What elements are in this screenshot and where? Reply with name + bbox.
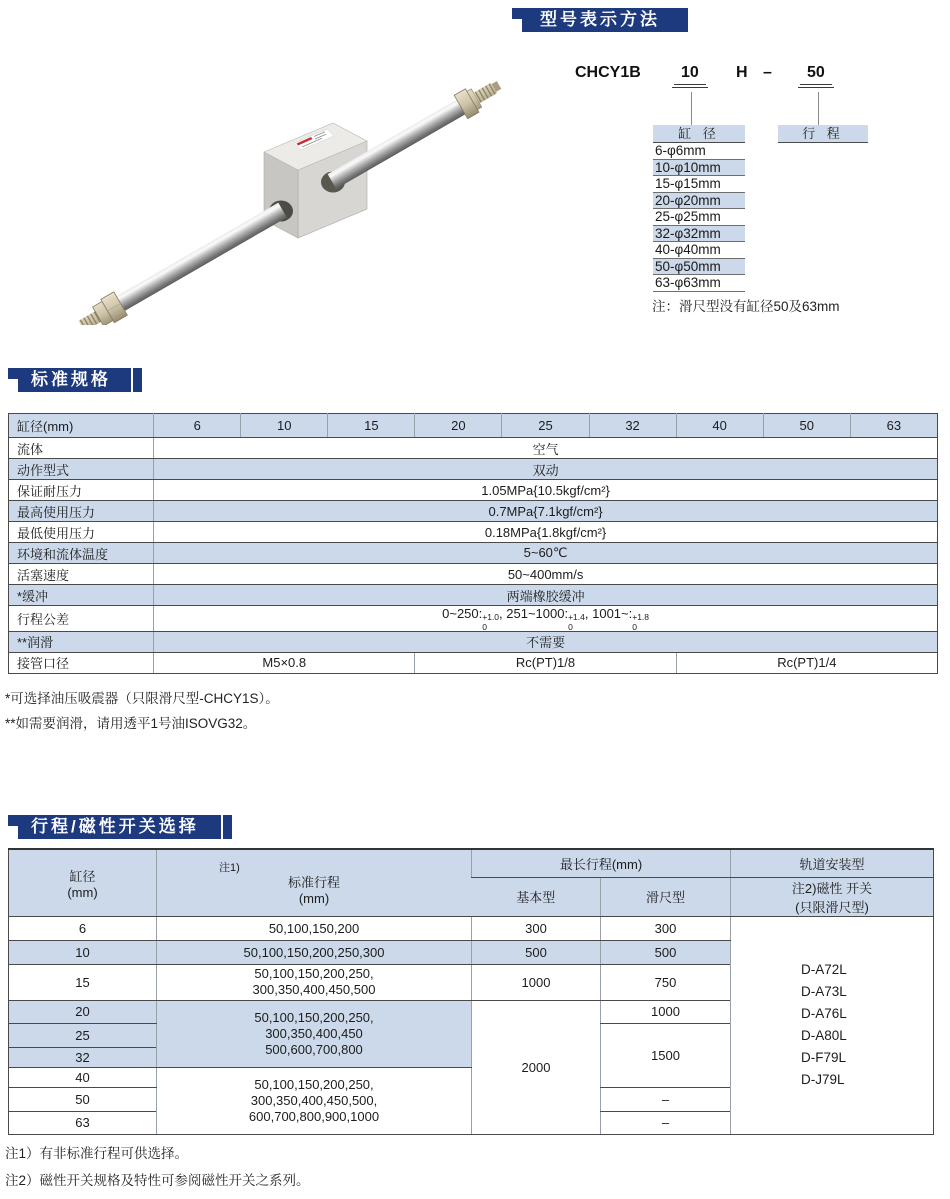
standard-specs-table bbox=[8, 413, 938, 674]
bore-panel-header: 缸 径 bbox=[653, 125, 745, 143]
bore-size: 50 bbox=[763, 414, 850, 438]
spec-row-piston-speed: 活塞速度 50~400mm/s bbox=[9, 564, 938, 585]
port-size-large: Rc(PT)1/4 bbox=[676, 652, 937, 673]
spec-footnote-1: *可选择油压吸震器（只限滑尺型-CHCY1S）。 bbox=[5, 691, 279, 706]
bore-size: 20 bbox=[415, 414, 502, 438]
bore-option: 32-φ32mm bbox=[653, 226, 745, 243]
spec-row-port-size: 接管口径 M5×0.8 Rc(PT)1/8 Rc(PT)1/4 bbox=[9, 652, 938, 673]
spec-header-bore-label: 缸径(mm) bbox=[9, 414, 154, 438]
std-stroke-40-63: 50,100,150,200,250, 300,350,400,450,500, 600,700,800,900,1000 bbox=[157, 1067, 472, 1134]
spec-footnotes bbox=[5, 686, 279, 736]
std-stroke-15: 50,100,150,200,250, 300,350,400,450,500 bbox=[157, 964, 472, 1000]
header-slide-type: 滑尺型 bbox=[601, 877, 731, 916]
section-title-model-designation: 型号表示方法 bbox=[512, 8, 688, 32]
bore-option: 40-φ40mm bbox=[653, 242, 745, 259]
section-title-stroke-switch: 行程/磁性开关选择 bbox=[8, 815, 232, 839]
stroke-switch-table bbox=[8, 848, 934, 1135]
header-rail-mount: 轨道安装型 bbox=[731, 849, 934, 877]
spec-row-min-pressure: 最低使用压力 0.18MPa{1.8kgf/cm²} bbox=[9, 522, 938, 543]
bore-option: 50-φ50mm bbox=[653, 259, 745, 276]
stroke-row-63: 63 – bbox=[9, 1111, 934, 1134]
header-magnetic-switch: 注2)磁性 开关 (只限滑尺型) bbox=[731, 877, 934, 916]
stroke-panel-header: 行 程 bbox=[778, 125, 868, 143]
stroke-row-50: 50 – bbox=[9, 1087, 934, 1111]
stroke-row-6: 6 50,100,150,200 300 300 D-A72L D-A73L D-A76L D-A80L D-F79L D-J79L bbox=[9, 916, 934, 940]
switch-model: D-F79L bbox=[801, 1050, 847, 1065]
spec-header-row bbox=[9, 414, 938, 438]
model-code-bore: 10 bbox=[674, 64, 706, 85]
stroke-row-40: 40 50,100,150,200,250, 300,350,400,450,500, 600,700,800,900,1000 bbox=[9, 1067, 934, 1087]
model-code-stroke: 50 bbox=[800, 64, 832, 85]
std-stroke-20-32: 50,100,150,200,250, 300,350,400,450 500,600,700,800 bbox=[157, 1000, 472, 1067]
switch-model: D-A73L bbox=[801, 984, 847, 999]
spec-row-lubrication: **润滑 不需要 bbox=[9, 631, 938, 652]
stroke-note-1: 注1）有非标准行程可供选择。 bbox=[5, 1146, 189, 1161]
connector-line-stroke bbox=[818, 92, 819, 125]
bore-option: 15-φ15mm bbox=[653, 176, 745, 193]
spec-row-proof-pressure: 保证耐压力 1.05MPa{10.5kgf/cm²} bbox=[9, 480, 938, 501]
bore-option: 6-φ6mm bbox=[653, 143, 745, 160]
switch-model: D-J79L bbox=[801, 1072, 845, 1087]
slide-max-25-40: 1500 bbox=[601, 1023, 731, 1087]
stroke-row-32: 32 bbox=[9, 1047, 934, 1067]
spec-row-temperature: 环境和流体温度 5~60℃ bbox=[9, 543, 938, 564]
header-basic-type: 基本型 bbox=[472, 877, 601, 916]
switch-model: D-A80L bbox=[801, 1028, 847, 1043]
stroke-row-20: 20 50,100,150,200,250, 300,350,400,450 500,600,700,800 2000 1000 bbox=[9, 1000, 934, 1023]
bore-option: 63-φ63mm bbox=[653, 275, 745, 292]
port-size-mid: Rc(PT)1/8 bbox=[415, 652, 676, 673]
spec-row-stroke-tolerance: 行程公差 0~250: +1.0 0 , 251~1000: +1.4 0 , 1001~: +1.8 0 bbox=[9, 606, 938, 632]
header-max-stroke: 最长行程(mm) bbox=[472, 849, 731, 877]
port-size-small: M5×0.8 bbox=[154, 652, 415, 673]
bore-size: 6 bbox=[154, 414, 241, 438]
model-code-series: CHCY1B bbox=[575, 64, 641, 81]
bore-option: 20-φ20mm bbox=[653, 193, 745, 210]
slide-max-50: – bbox=[601, 1087, 731, 1111]
bore-option: 10-φ10mm bbox=[653, 160, 745, 177]
product-photo-rodless-cylinder bbox=[55, 55, 555, 325]
bore-option-panel bbox=[653, 125, 745, 292]
stroke-row-25: 25 1500 bbox=[9, 1023, 934, 1047]
stroke-row-15: 15 50,100,150,200,250, 300,350,400,450,500 1000 750 bbox=[9, 964, 934, 1000]
header-bore: 缸径 (mm) bbox=[9, 849, 157, 916]
bore-size: 15 bbox=[328, 414, 415, 438]
switch-model: D-A72L bbox=[801, 962, 847, 977]
section-title-standard-specs: 标准规格 bbox=[8, 368, 142, 392]
bore-size: 40 bbox=[676, 414, 763, 438]
bore-size: 10 bbox=[241, 414, 328, 438]
stroke-header-row-1 bbox=[9, 849, 934, 877]
model-code-dash: – bbox=[763, 64, 772, 81]
header-standard-stroke: 注1) 标准行程 (mm) bbox=[157, 849, 472, 916]
stroke-tolerance-value: 0~250: +1.0 0 , 251~1000: +1.4 0 , 1001~: +1.8 0 bbox=[154, 606, 938, 632]
model-code-cushion: H bbox=[736, 64, 748, 81]
bore-option: 25-φ25mm bbox=[653, 209, 745, 226]
spec-row-action: 动作型式 双动 bbox=[9, 459, 938, 480]
switch-model: D-A76L bbox=[801, 1006, 847, 1021]
bore-size: 32 bbox=[589, 414, 676, 438]
bore-panel-note: 注：滑尺型没有缸径50及63mm bbox=[652, 299, 840, 314]
slide-max-63: – bbox=[601, 1111, 731, 1134]
connector-line-bore bbox=[691, 92, 692, 125]
bore-size: 25 bbox=[502, 414, 589, 438]
bore-size: 63 bbox=[850, 414, 937, 438]
spec-row-cushion: *缓冲 两端橡胶缓冲 bbox=[9, 585, 938, 606]
magnetic-switch-list bbox=[731, 916, 934, 1134]
stroke-table-notes bbox=[5, 1140, 310, 1194]
spec-row-max-pressure: 最高使用压力 0.7MPa{7.1kgf/cm²} bbox=[9, 501, 938, 522]
stroke-option-panel bbox=[778, 125, 868, 143]
stroke-row-10: 10 50,100,150,200,250,300 500 500 bbox=[9, 940, 934, 964]
basic-max-20-63: 2000 bbox=[472, 1000, 601, 1134]
spec-footnote-2: **如需要润滑，请用透平1号油ISOVG32。 bbox=[5, 716, 257, 731]
spec-row-fluid: 流体 空气 bbox=[9, 438, 938, 459]
stroke-note-2: 注2）磁性开关规格及特性可参阅磁性开关之系列。 bbox=[5, 1173, 310, 1188]
